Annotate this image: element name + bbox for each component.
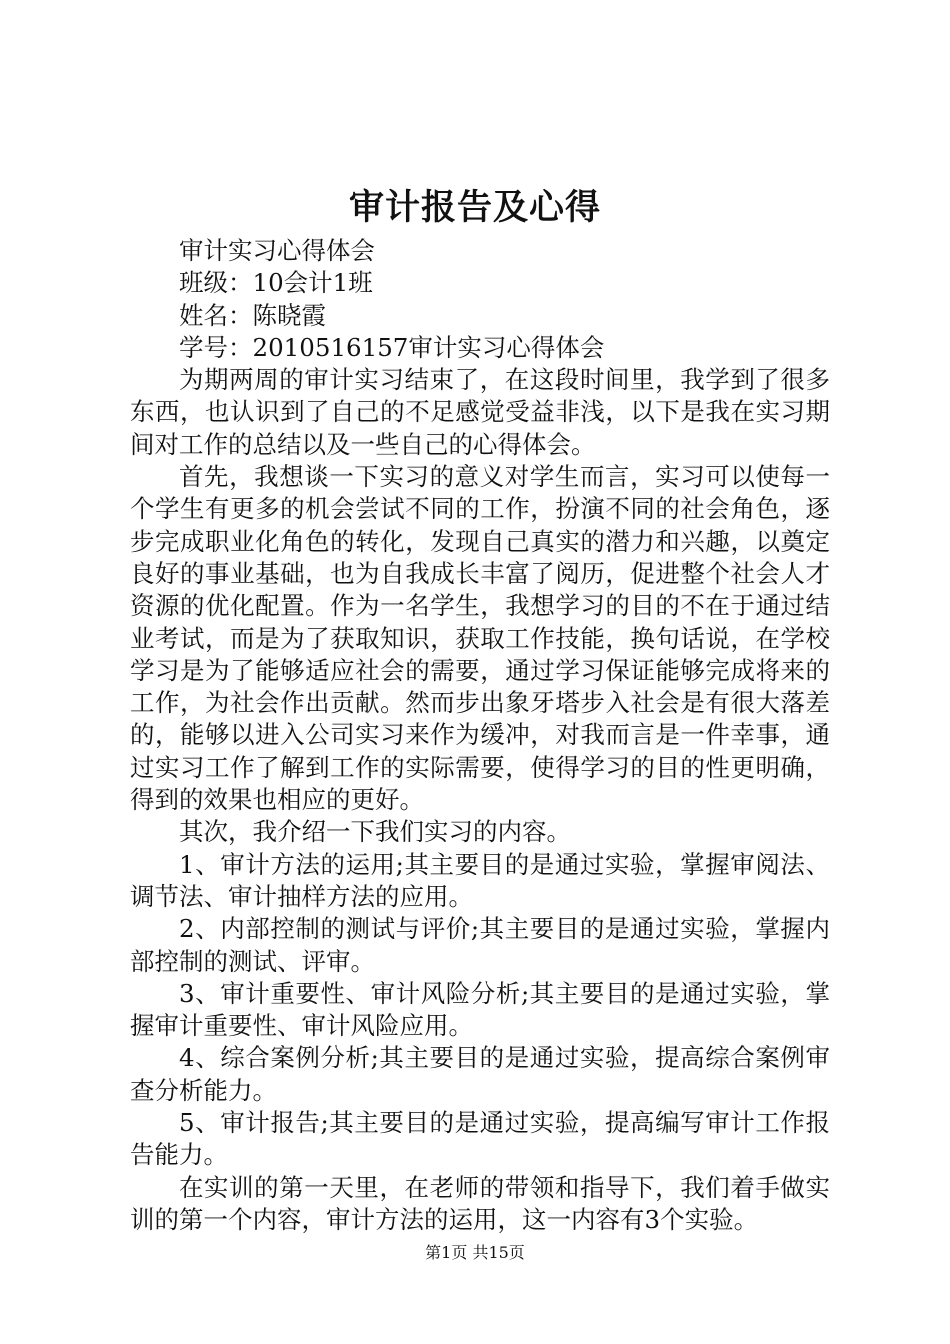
paragraph-second: 其次，我介绍一下我们实习的内容。 bbox=[179, 817, 571, 847]
paragraph-student-id: 学号：2010516157审计实习心得体会 bbox=[179, 332, 605, 362]
paragraph-intro: 为期两周的审计实习结束了，在这段时间里，我学到了很多东西，也认识到了自己的不足感觉受益非浅，以下是我在实习期间对工作的总结以及一些自己的心得体会。 bbox=[130, 365, 830, 459]
paragraph-training: 在实训的第一天里，在老师的带领和指导下，我们着手做实训的第一个内容，审计方法的运用，这一内容有3个实验。 bbox=[130, 1172, 830, 1234]
list-item: 1、审计方法的运用;其主要目的是通过实验，掌握审阅法、调节法、审计抽样方法的应用。 bbox=[130, 849, 830, 911]
document-body bbox=[130, 235, 830, 1236]
document-title: 审计报告及心得 bbox=[348, 187, 601, 228]
paragraph-first: 首先，我想谈一下实习的意义对学生而言，实习可以使每一个学生有更多的机会尝试不同的工作，扮演不同的社会角色，逐步完成职业化角色的转化，发现自己真实的潜力和兴趣，以奠定良好的事业基础，也为自我成长丰富了阅历，促进整个社会人才资源的优化配置。作为一名学生，我想学习的目的不在于通过结业考试，而是为了获取知识，获取工作技能，换句话说，在学校学习是为了能够适应社会的需要，通过学习保证能够完成将来的工作，为社会作出贡献。然而步出象牙塔步入社会是有很大落差的，能够以进入公司实习来作为缓冲，对我而言是一件幸事，通过实习工作了解到工作的实际需要，使得学习的目的性更明确，得到的效果也相应的更好。 bbox=[130, 462, 830, 815]
paragraph-name: 姓名：陈晓霞 bbox=[179, 300, 326, 330]
list-item: 5、审计报告;其主要目的是通过实验，提高编写审计工作报告能力。 bbox=[130, 1108, 830, 1170]
list-item: 2、内部控制的测试与评价;其主要目的是通过实验，掌握内部控制的测试、评审。 bbox=[130, 914, 830, 976]
paragraph-subtitle: 审计实习心得体会 bbox=[179, 236, 375, 265]
paragraph-class: 班级：10会计1班 bbox=[179, 268, 373, 298]
list-item: 3、审计重要性、审计风险分析;其主要目的是通过实验，掌握审计重要性、审计风险应用。 bbox=[130, 978, 830, 1041]
page-footer: 第1页 共15页 bbox=[425, 1243, 525, 1262]
list-item: 4、综合案例分析;其主要目的是通过实验，提高综合案例审查分析能力。 bbox=[130, 1043, 830, 1105]
